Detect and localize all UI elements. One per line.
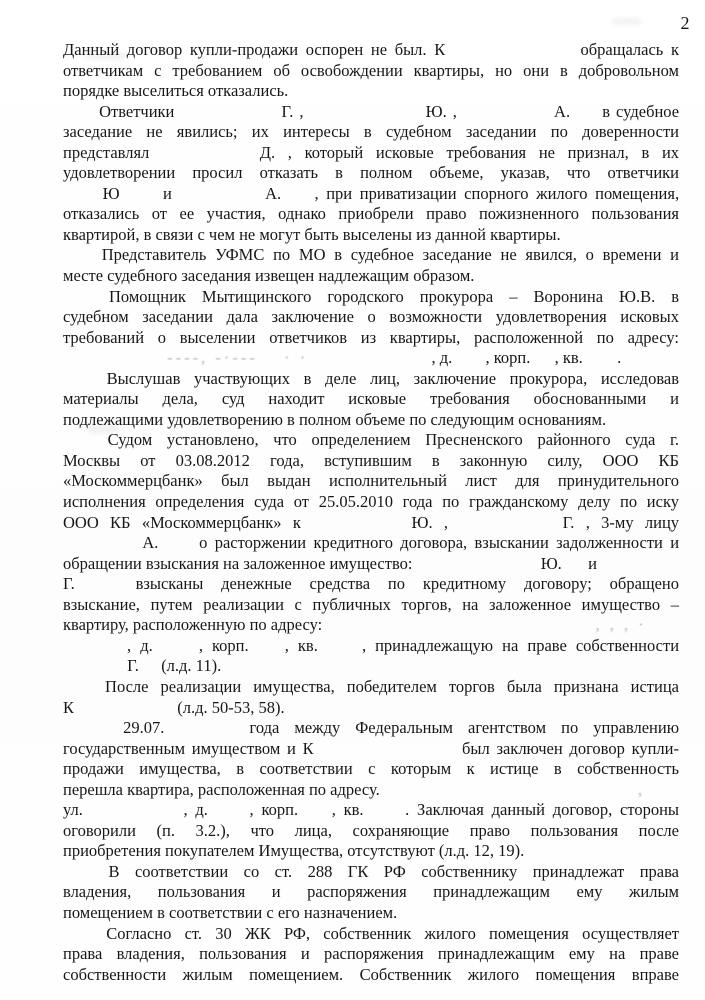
redacted-gap [320, 753, 455, 754]
text-line: перешла квартира, расположенная по адресу. , [63, 779, 646, 799]
redacted-gap [216, 814, 242, 815]
text-line: Ответчики Г. , Ю. , А. в судебное [63, 102, 679, 123]
redacted-gap [63, 444, 93, 445]
scan-artifact [612, 18, 642, 25]
redacted-gap [463, 116, 548, 117]
redacted-gap [63, 362, 163, 363]
redacted-gap [327, 650, 353, 651]
text-line: квартиру, расположенную по адресу: , , , · [63, 615, 647, 635]
faint-mark: · · [284, 348, 309, 368]
text-line: ----, -·--- · · , д. , корп. , кв. . [63, 348, 679, 369]
text-line: Выслушав участвующих в деле лиц, заключение прокурора, исследовав [63, 369, 679, 390]
text-line: удовлетворении просил отказать в полном объеме, указав, что ответчики [63, 163, 679, 183]
text-line: После реализации имущества, победителем торгов была признана истица [63, 677, 679, 698]
text-line: собственности жилым помещением. Собственник жилого помещения вправе [63, 964, 679, 984]
text-line: государственным имуществом и К был заключен договор купли- [63, 738, 679, 758]
faint-mark: ----, -·--- [167, 348, 258, 368]
redacted-gap [63, 732, 108, 733]
redacted-gap [162, 650, 190, 651]
text-line: К (л.д. 50-53, 58). [63, 697, 285, 717]
redacted-gap [258, 650, 276, 651]
text-line: квартирой, в связи с чем не могут быть выселены из данной квартиры. [63, 224, 561, 244]
redacted-gap [535, 362, 551, 363]
redacted-gap [63, 259, 93, 260]
faint-mark: , [637, 779, 646, 799]
redacted-gap [459, 527, 551, 528]
text-line: помещением в соответствии с его назначением. [63, 902, 398, 922]
text-line: ООО КБ «Москоммерцбанк» к Ю. , Г. , 3-му лицу [63, 512, 680, 532]
text-line: подлежащими удовлетворению в полном объеме по следующим основаниям. [63, 409, 607, 429]
text-line: судебном заседании дала заключение о возможности удовлетворения исковых [63, 307, 679, 327]
text-line: материалы дела, суд находит исковые требования обоснованными и [63, 389, 679, 409]
redacted-gap [93, 588, 118, 589]
redacted-gap [456, 362, 481, 363]
text-line: взыскание, путем реализации с публичных торгов, на заложенное имущество – [63, 594, 679, 614]
text-line: продажи имущества, в соответствии с которым к истице в собственность [63, 759, 679, 779]
text-line: требований о выселении ответчиков из квартиры, расположенной по адресу: [63, 327, 679, 347]
redacted-gap [310, 116, 420, 117]
redacted-gap [143, 670, 157, 671]
redacted-gap [179, 198, 257, 199]
text-line: порядке выселиться отказались. [63, 81, 289, 101]
text-line: Данный договор купли-продажи оспорен не был. К обращалась к [63, 40, 680, 59]
redacted-gap [326, 629, 591, 630]
text-line: представлял Д. , который исковые требования не признал, в их [63, 142, 680, 162]
redacted-gap [63, 876, 93, 877]
text-line: Ю и А. , при приватизации спорного жилого помещения, [63, 184, 679, 205]
redacted-gap [417, 568, 537, 569]
text-line: приобретения покупателем Имущества, отсутствуют (л.д. 12, 19). [63, 841, 525, 861]
text-line: оговорили (п. 3.2.), что лица, сохраняющие право пользования после [63, 820, 679, 840]
page-number: 2 [680, 13, 690, 33]
text-line: Г. взысканы денежные средства по кредитному договору; обращено [63, 574, 680, 594]
text-line: обращении взыскания на заложенное имущество: Ю. и [63, 553, 597, 573]
redacted-gap [162, 157, 247, 158]
text-line: Представитель УФМС по МО в судебное заседание не явился, о времени и [63, 245, 679, 266]
text-line: , д. , корп. , кв. , принадлежащую на праве собственности [63, 636, 679, 657]
redacted-gap [576, 116, 596, 117]
redacted-gap [63, 301, 93, 302]
text-line: месте судебного заседания извещен надлежащим образом. [63, 266, 475, 286]
redacted-gap [262, 362, 280, 363]
redacted-gap [63, 650, 118, 651]
text-line: «Москоммерцбанк» был выдан исполнительный лист для принудительного [63, 471, 679, 491]
text-line: отказались от ее участия, однако приобрели право пожизненного пользования [63, 204, 679, 224]
text-line: ул. , д. , корп. , кв. . Заключая данный договор, стороны [63, 800, 680, 820]
redacted-gap [166, 547, 192, 548]
text-line: Г. (л.д. 11). [63, 656, 679, 677]
redacted-gap [63, 116, 93, 117]
text-line: 29.07. года между Федеральным агентством по управлению [63, 718, 679, 739]
text-line: В соответствии со ст. 288 ГК РФ собственнику принадлежат права [63, 862, 679, 883]
redacted-gap [127, 198, 155, 199]
redacted-gap [289, 198, 307, 199]
text-line: А. о расторжении кредитного договора, взыскании задолженности и [63, 533, 679, 554]
redacted-gap [63, 670, 123, 671]
redacted-gap [63, 938, 93, 939]
text-line: ответчикам с требованием об освобождении квартиры, но они в добровольном [63, 60, 679, 80]
text-line: заседание не явились; их интересы в судебном заседании по доверенности [63, 122, 679, 142]
redacted-gap [179, 732, 234, 733]
redacted-gap [587, 362, 613, 363]
redacted-gap [63, 691, 93, 692]
text-line: Помощник Мытищинского городского прокурора – Воронина Ю.В. в [63, 287, 679, 308]
redacted-gap [180, 116, 275, 117]
redacted-gap [312, 362, 427, 363]
redacted-gap [312, 527, 400, 528]
text-line: Согласно ст. 30 ЖК РФ, собственник жилого помещения осуществляет [63, 924, 679, 945]
text-line: Судом установлено, что определением Пресненского районного суда г. [63, 430, 679, 451]
text-line: права владения, пользования и распоряжения принадлежащим ему на праве [63, 944, 679, 964]
text-line: владения, пользования и распоряжения принадлежащим ему жилым [63, 882, 679, 902]
redacted-gap [453, 54, 573, 55]
redacted-gap [78, 712, 173, 713]
redacted-gap [371, 814, 397, 815]
redacted-gap [63, 198, 95, 199]
text-line: Москвы от 03.08.2012 года, вступившим в законную силу, ООО КБ [63, 450, 679, 470]
text-line: исполнения определения суда от 25.05.2010 года по гражданскому делу по иску [63, 492, 679, 512]
redacted-gap [384, 794, 634, 795]
court-decision-text [63, 40, 679, 985]
redacted-gap [91, 814, 176, 815]
faint-mark: , , , · [595, 615, 647, 635]
redacted-gap [306, 814, 324, 815]
redacted-gap [63, 383, 93, 384]
redacted-gap [63, 547, 135, 548]
redacted-gap [566, 568, 584, 569]
